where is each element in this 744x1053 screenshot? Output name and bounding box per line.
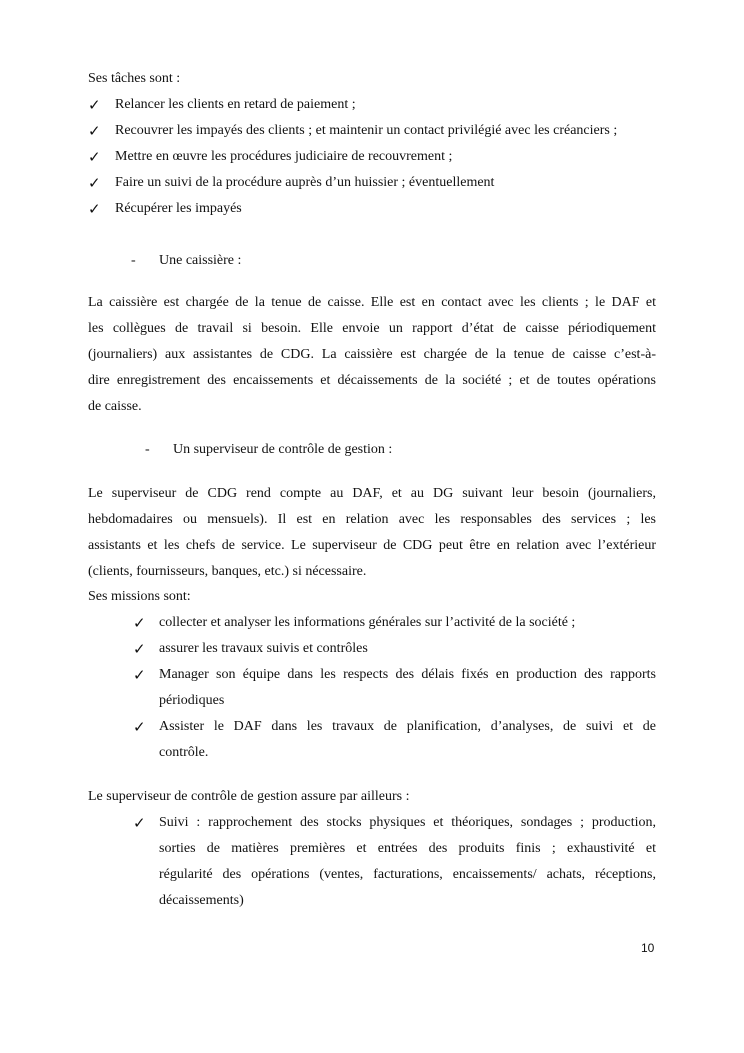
also-item: Suivi : rapprochement des stocks physiques et théoriques, sondages ; production, (159, 815, 656, 830)
paragraph-line: hebdomadaires ou mensuels). Il est en relation avec les responsables des services ; les (88, 512, 656, 527)
paragraph-line: La caissière est chargée de la tenue de caisse. Elle est en contact avec les clients ; le DAF et (88, 295, 656, 310)
paragraph-line: (clients, fournisseurs, banques, etc.) si nécessaire. (88, 564, 367, 579)
mission-item: assurer les travaux suivis et contrôles (159, 641, 368, 656)
mission-item: Assister le DAF dans les travaux de planification, d’analyses, de suivi et de (159, 719, 656, 734)
check-icon: ✓ (88, 176, 101, 192)
supervisor-heading: Un superviseur de contrôle de gestion : (173, 442, 393, 457)
paragraph-line: dire enregistrement des encaissements et décaissements de la société ; et de toutes opérations (88, 373, 656, 388)
task-item: Récupérer les impayés (115, 201, 242, 216)
task-item: Relancer les clients en retard de paiement ; (115, 97, 356, 112)
also-item-continued: décaissements) (159, 893, 244, 908)
task-item: Mettre en œuvre les procédures judiciaire de recouvrement ; (115, 149, 453, 164)
also-item-continued: sorties de matières premières et entrées des produits finis ; exhaustivité et (159, 841, 656, 856)
check-icon: ✓ (88, 202, 101, 218)
also-intro: Le superviseur de contrôle de gestion assure par ailleurs : (88, 789, 410, 804)
paragraph-line: de caisse. (88, 399, 142, 414)
check-icon: ✓ (88, 98, 101, 114)
check-icon: ✓ (133, 720, 146, 736)
missions-intro: Ses missions sont: (88, 589, 191, 604)
check-icon: ✓ (88, 150, 101, 166)
mission-item: Manager son équipe dans les respects des délais fixés en production des rapports (159, 667, 656, 682)
dash-bullet: - (145, 442, 150, 457)
check-icon: ✓ (133, 642, 146, 658)
paragraph-line: assistants et les chefs de service. Le superviseur de CDG peut être en relation avec l’extérieur (88, 538, 656, 553)
cashier-heading: Une caissière : (159, 253, 242, 268)
paragraph-line: les collègues de travail si besoin. Elle envoie un rapport d’état de caisse périodiquement (88, 321, 656, 336)
dash-bullet: - (131, 253, 136, 268)
mission-item: collecter et analyser les informations générales sur l’activité de la société ; (159, 615, 576, 630)
page-number: 10 (641, 941, 655, 955)
mission-item-continued: périodiques (159, 693, 225, 708)
check-icon: ✓ (133, 816, 146, 832)
task-item: Recouvrer les impayés des clients ; et maintenir un contact privilégié avec les créanciers ; (115, 123, 618, 138)
check-icon: ✓ (133, 668, 146, 684)
paragraph-line: (journaliers) aux assistantes de CDG. La caissière est chargée de la tenue de caisse c’est-à- (88, 347, 656, 362)
mission-item-continued: contrôle. (159, 745, 209, 760)
check-icon: ✓ (88, 124, 101, 140)
also-item-continued: régularité des opérations (ventes, facturations, encaissements/ achats, réceptions, (159, 867, 656, 882)
tasks-intro: Ses tâches sont : (88, 71, 181, 86)
task-item: Faire un suivi de la procédure auprès d’un huissier ; éventuellement (115, 175, 495, 190)
check-icon: ✓ (133, 616, 146, 632)
paragraph-line: Le superviseur de CDG rend compte au DAF, et au DG suivant leur besoin (journaliers, (88, 486, 656, 501)
